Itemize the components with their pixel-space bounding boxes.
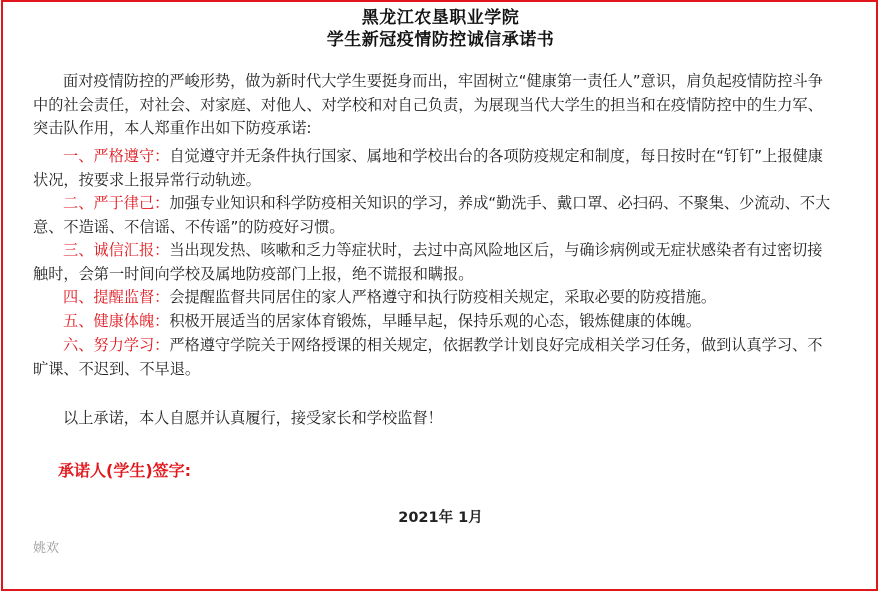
commitment-item-6 [33, 334, 833, 381]
commitment-text: 会提醒监督共同居住的家人严格遵守和执行防疫相关规定，采取必要的防疫措施。 [169, 288, 717, 306]
commitment-text: 加强专业知识和科学防疫相关知识的学习，养成“勤洗手、戴口罩、必扫码、不聚集、少流动、不大意、不造谣、不信谣、不传谣”的防疫好习惯。 [33, 194, 831, 236]
commitment-text: 积极开展适当的居家体育锻炼，早睡早起，保持乐观的心态，锻炼健康的体魄。 [169, 312, 701, 330]
author-watermark: 姚欢 [33, 541, 60, 556]
commitment-item-2 [33, 192, 833, 239]
signature-label: 承诺人(学生)签字: [58, 461, 192, 480]
document-title: 学生新冠疫情防控诚信承诺书 [326, 30, 555, 50]
commitment-label: 二、严于律己： [63, 194, 170, 212]
closing-statement: 以上承诺，本人自愿并认真履行，接受家长和学校监督！ [63, 409, 443, 427]
school-name: 黑龙江农垦职业学院 [361, 8, 520, 28]
commitment-item-3 [33, 239, 833, 286]
commitment-label: 三、诚信汇报： [63, 241, 170, 259]
commitment-label: 六、努力学习： [63, 336, 170, 354]
commitment-item-1 [33, 145, 833, 192]
commitment-text: 当出现发热、咳嗽和乏力等症状时，去过中高风险地区后，与确诊病例或无症状感染者有过密切接触时，会第一时间向学校及属地防疫部门上报，绝不谎报和瞒报。 [33, 241, 823, 283]
intro-paragraph: 面对疫情防控的严峻形势，做为新时代大学生要挺身而出，牢固树立“健康第一责任人”意识，肩负起疫情防控斗争中的社会责任，对社会、对家庭、对他人、对学校和对自己负责，为展现当代大学生的担当和在疫情防控中的生力军、突击队作用，本人郑重作出如下防疫承诺: [33, 72, 823, 137]
commitment-item-5 [33, 310, 833, 334]
commitment-item-4 [33, 286, 833, 310]
commitment-text: 严格遵守学院关于网络授课的相关规定，依据教学计划良好完成相关学习任务，做到认真学习、不旷课、不迟到、不早退。 [33, 336, 823, 378]
document-date: 2021年 1月 [398, 510, 483, 526]
commitment-label: 四、提醒监督： [63, 288, 170, 306]
commitment-label: 五、健康体魄： [63, 312, 170, 330]
commitment-label: 一、严格遵守： [63, 147, 170, 165]
commitment-text: 自觉遵守并无条件执行国家、属地和学校出台的各项防疫规定和制度，每日按时在“钉钉”上报健康状况，按要求上报异常行动轨迹。 [33, 147, 823, 189]
